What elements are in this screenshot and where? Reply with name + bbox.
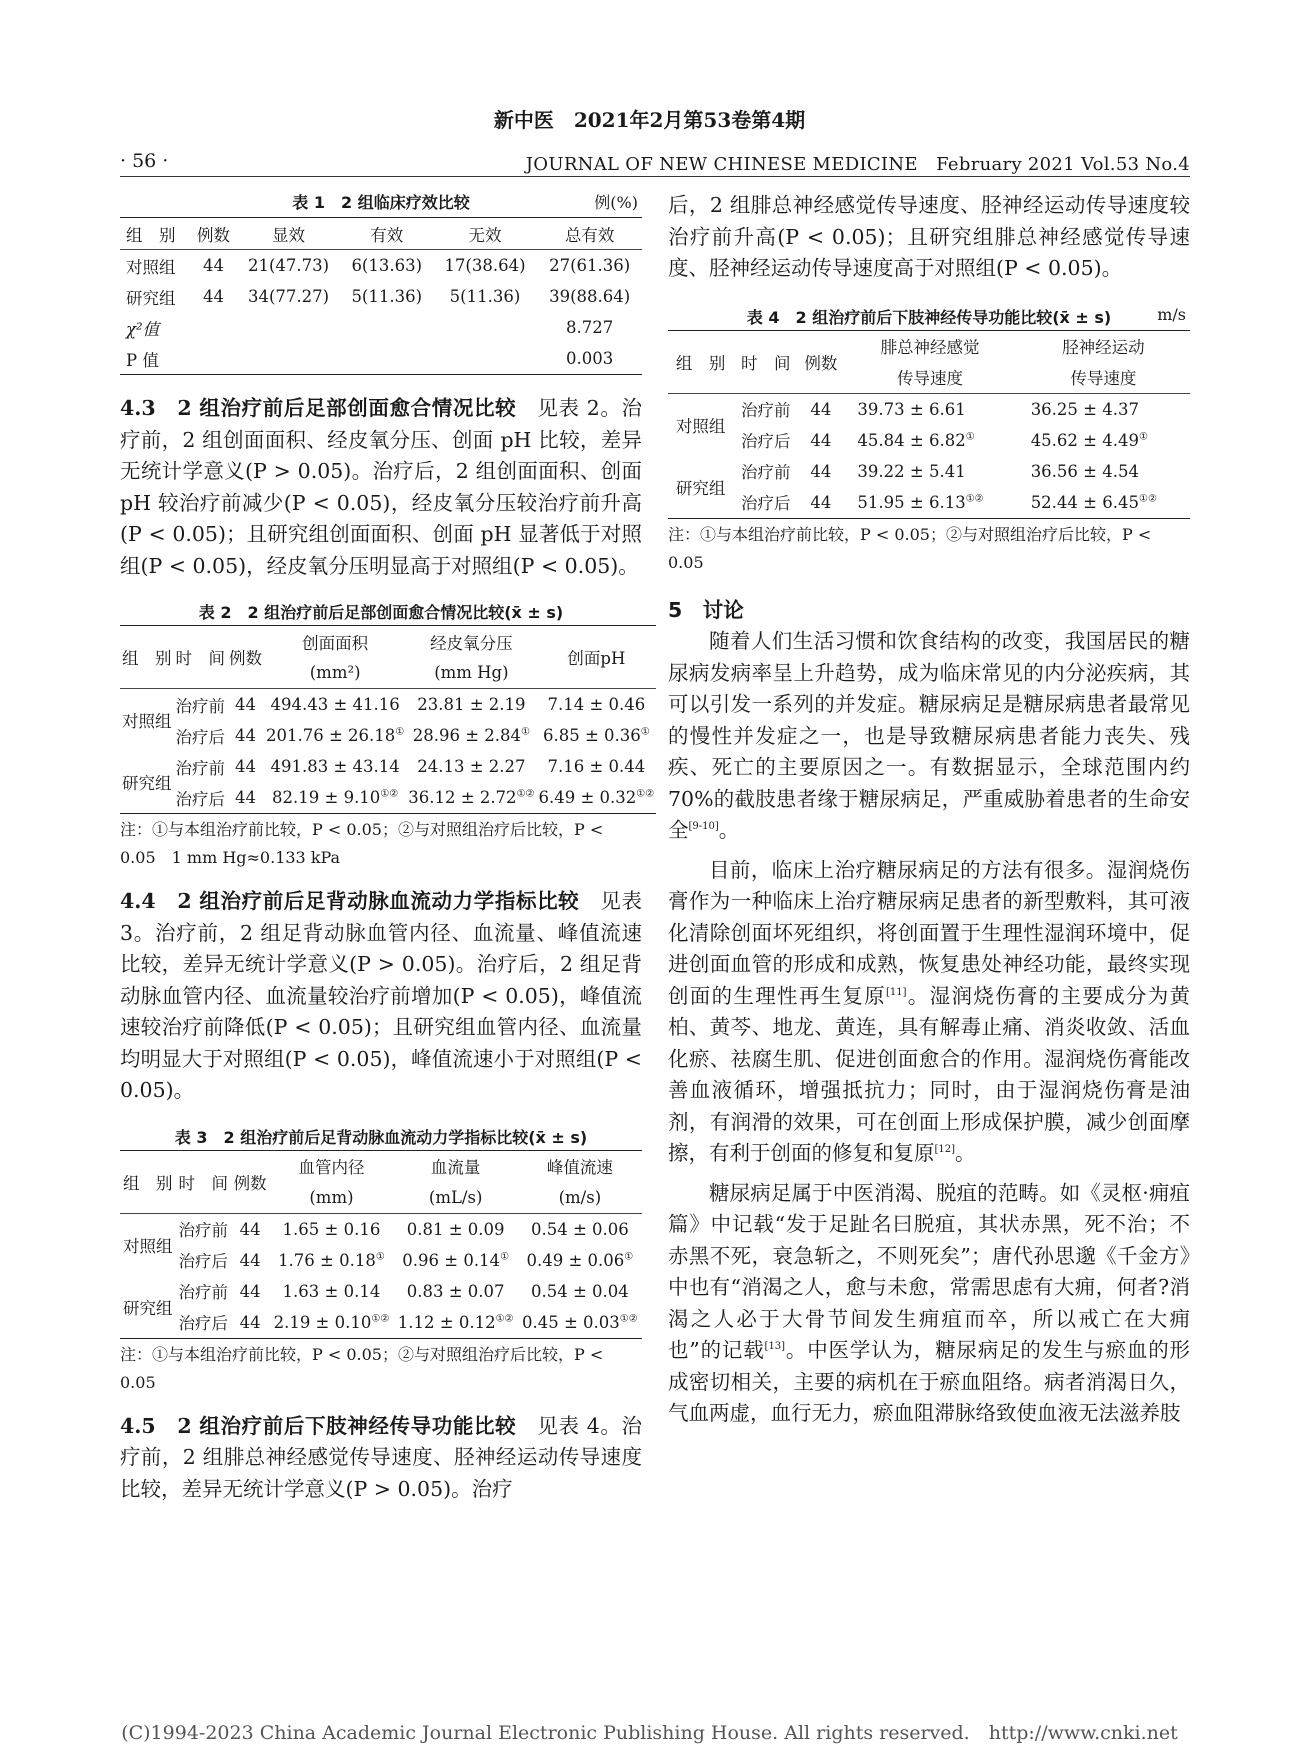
- table4-header-row: 组 别 时 间 例数 腓总神经感觉 胫神经运动: [668, 330, 1190, 362]
- table-row: χ²值 8.727: [126, 318, 614, 339]
- table2-caption: 表 2 2 组治疗前后足部创面愈合情况比较(x̄ ± s): [198, 603, 564, 622]
- table-row: 治疗后 44 82.19 ± 9.10①② 36.12 ± 2.72①② 6.49 ± 0.32①②: [120, 782, 656, 814]
- table-row: 对照组 44 21(47.73) 6(13.63) 17(38.64) 27(61.36): [126, 256, 631, 277]
- discussion-paragraph-2: 目前，临床上治疗糖尿病足的方法有很多。湿润烧伤膏作为一种临床上治疗糖尿病足患者的新型敷料，其可液化清除创面坏死组织，将创面置于生理性湿润环境中，促进创面血管的形成和成熟，恢复患处神经功能，最终实现创面的生理性再生复原[11]。湿润烧伤膏的主要成分为黄柏、黄芩、地龙、黄连，具有解毒止痛、消炎收敛、活血化瘀、祛腐生肌、促进创面愈合的作用。湿润烧伤膏能改善血液循环，增强抵抗力；同时，由于湿润烧伤膏是油剂，有润滑的效果，可在创面上形成保护膜，减少创面摩擦，有利于创面的修复和复原[12]。: [668, 857, 1191, 1165]
- table-row: 治疗后 44 1.76 ± 0.18① 0.96 ± 0.14① 0.49 ± 0.06①: [178, 1250, 634, 1271]
- table-row: 治疗后 44 51.95 ± 6.13①② 52.44 ± 6.45①②: [668, 487, 1190, 519]
- header-rule: [120, 176, 1190, 177]
- journal-header-english: JOURNAL OF NEW CHINESE MEDICINE February 2021 Vol.53 No.4: [525, 154, 1190, 175]
- table2: 组 别 时 间 例数 创面面积 经皮氧分压 创面pH (mm²) (mm Hg) 对照组 治疗前 44 494.43 ± 41.16 23.81 ± 2.19 7.14 ± 0.46 治疗后 44 201.76 ± 26.18① 28.96 ± 2.84① 6.85 ± 0.36① 研究组 治疗前 44 491.83 ± 43.14 24.13 ± 2.27 7.16 ± 0.44 治疗后 44 82.19 ± 9.10①② 36.12 ± 2.72①② 6.49 ± 0.32①②: [120, 625, 656, 814]
- section-4-5: 4.5 2 组治疗前后下肢神经传导功能比较 见表 4。治疗前，2 组腓总神经感觉传导速度、胫神经运动传导速度比较，差异无统计学意义(P > 0.05)。治疗: [120, 1413, 642, 1501]
- left-column: [120, 190, 655, 1505]
- table-row: 研究组 治疗前 44 39.22 ± 5.41 36.56 ± 4.54: [668, 456, 1190, 487]
- section-heading: 4.4 2 组治疗前后足背动脉血流动力学指标比较: [120, 889, 580, 913]
- table-row: 治疗后 44 45.84 ± 6.82① 45.62 ± 4.49①: [741, 430, 1148, 451]
- section-heading: 4.5 2 组治疗前后下肢神经传导功能比较: [120, 1413, 517, 1438]
- table-row: 研究组 44 34(77.27) 5(11.36) 5(11.36) 39(88.64): [126, 287, 631, 308]
- table-row: P 值 0.003: [120, 343, 642, 375]
- table1-unit: 例(%): [594, 193, 638, 212]
- table-row: 研究组 治疗前 44 491.83 ± 43.14 24.13 ± 2.27 7.16 ± 0.44: [120, 751, 656, 782]
- table3-header-row: 组 别 时 间 例数 血管内径 血流量 峰值流速: [120, 1150, 642, 1182]
- section-heading: 4.3 2 组治疗前后足部创面愈合情况比较: [120, 396, 517, 420]
- section-4-4: 4.4 2 组治疗前后足背动脉血流动力学指标比较 见表 3。治疗前，2 组足背动脉血管内径、血流量、峰值流速比较，差异无统计学意义(P > 0.05)。治疗后，2 组足背动脉血管内径、血流量较治疗前增加(P < 0.05)，峰值流速较治疗前降低(P < 0.05)；且研究组血管内径、血流量均明显大于对照组(P < 0.05)，峰值流速小于对照组(P < 0.05)。: [120, 889, 642, 1102]
- copyright-footer: (C)1994-2023 China Academic Journal Electronic Publishing House. All rights reserved. http://www.cnki.net: [121, 1722, 1178, 1744]
- table4: 组 别 时 间 例数 腓总神经感觉 胫神经运动 传导速度 传导速度 对照组 治疗前 44 39.73 ± 6.61 36.25 ± 4.37 治疗后 44 45.84 ± 6.82① 45.62 ± 4.49① 研究组 治疗前 44 39.22 ± 5.41 36.56 ± 4.54 治疗后 44 51.95 ± 6.13①② 52.44 ± 6.45①②: [668, 330, 1190, 519]
- journal-header-title: 新中医 2021年2月第53卷第4期: [493, 108, 806, 132]
- discussion-paragraph-3: 糖尿病足属于中医消渴、脱疽的范畴。如《灵枢·痈疽篇》中记载“发于足趾名曰脱疽，其状赤黑，死不治；不赤黑不死，衰急斩之，不则死矣”；唐代孙思邈《千金方》中也有“消渴之人，愈与未愈，常需思虑有大痈，何者?消渴之人必于大骨节间发生痈疽而卒，所以戒亡在大痈也”的记载[13]。中医学认为，糖尿病足的发生与瘀血的形成密切相关，主要的病机在于瘀血阻络。病者消渴日久，气血两虚，血行无力，瘀血阻滞脉络致使血液无法滋养肢: [668, 1180, 1191, 1425]
- table1-header-row: 组 别 例数 显效 有效 无效 总有效: [120, 218, 642, 250]
- table-row: 研究组 治疗前 44 1.63 ± 0.14 0.83 ± 0.07 0.54 ± 0.04: [120, 1276, 642, 1307]
- table1: [120, 217, 642, 375]
- table2-header-row: 组 别 时 间 例数 创面面积 经皮氧分压 创面pH: [120, 626, 656, 658]
- table-row: 对照组 治疗前 44 1.65 ± 0.16 0.81 ± 0.09 0.54 ± 0.06: [122, 1219, 629, 1256]
- table3-caption: 表 3 2 组治疗前后足背动脉血流动力学指标比较(x̄ ± s): [174, 1127, 588, 1147]
- table2-note: 注：①与本组治疗前比较，P < 0.05；②与对照组治疗后比较，P < 0.05 1 mm Hg≈0.133 kPa: [120, 820, 604, 867]
- section-5-heading: 5 讨论: [668, 597, 744, 622]
- table4-caption: 表 4 2 组治疗前后下肢神经传导功能比较(x̄ ± s) m/s: [746, 304, 1186, 327]
- table-row: 治疗后 44 2.19 ± 0.10①② 1.12 ± 0.12①② 0.45 ± 0.03①②: [120, 1307, 642, 1339]
- table1-caption: 表 1 2 组临床疗效比较 例(%): [120, 190, 642, 213]
- table-row: 治疗后 44 201.76 ± 26.18① 28.96 ± 2.84① 6.85 ± 0.36①: [175, 726, 650, 747]
- table4-unit: m/s: [1157, 304, 1186, 324]
- right-column: [668, 190, 1190, 1430]
- discussion-paragraph-1: 随着人们生活习惯和饮食结构的改变，我国居民的糖尿病发病率呈上升趋势，成为临床常见的内分泌疾病，其可以引发一系列的并发症。糖尿病足是糖尿病患者最常见的慢性并发症之一，也是导致糖尿病患者能力丧失、残疾、死亡的主要原因之一。有数据显示，全球范围内约 70%的截肢患者缘于糖尿病足，严重威胁着患者的生命安全[9-10]。: [668, 629, 1190, 842]
- section-4-3: 4.3 2 组治疗前后足部创面愈合情况比较 见表 2。治疗前，2 组创面面积、经皮氧分压、创面 pH 比较，差异无统计学意义(P > 0.05)。治疗后，2 组创面面积、创面 pH 较治疗前减少(P < 0.05)，经皮氧分压较治疗前升高(P < 0.05)；且研究组创面面积、创面 pH 显著低于对照组(P < 0.05)，经皮氧分压明显高于对照组(P < 0.05)。: [120, 396, 642, 578]
- page-number: · 56 ·: [120, 150, 169, 172]
- table-row: 对照组 治疗前 44 494.43 ± 41.16 23.81 ± 2.19 7.14 ± 0.46: [122, 695, 646, 731]
- table3-note: 注：①与本组治疗前比较，P < 0.05；②与对照组治疗后比较，P < 0.05: [120, 1344, 604, 1392]
- table4-note: 注：①与本组治疗前比较，P < 0.05；②与对照组治疗后比较，P < 0.05: [668, 524, 1152, 572]
- table-row: 对照组 治疗前 44 39.73 ± 6.61 36.25 ± 4.37: [675, 399, 1139, 436]
- table3: 组 别 时 间 例数 血管内径 血流量 峰值流速 (mm) (mL/s) (m/s) 对照组 治疗前 44 1.65 ± 0.16 0.81 ± 0.09 0.54 ± 0.06 治疗后 44 1.76 ± 0.18① 0.96 ± 0.14① 0.49 ± 0.06① 研究组 治疗前 44 1.63 ± 0.14 0.83 ± 0.07 0.54 ± 0.04 治疗后 44 2.19 ± 0.10①② 1.12 ± 0.12①② 0.45 ± 0.03①②: [120, 1150, 642, 1339]
- section-4-5-continued: 后，2 组腓总神经感觉传导速度、胫神经运动传导速度较治疗前升高(P < 0.05)；且研究组腓总神经感觉传导速度、胫神经运动传导速度高于对照组(P < 0.05)。: [668, 193, 1190, 280]
